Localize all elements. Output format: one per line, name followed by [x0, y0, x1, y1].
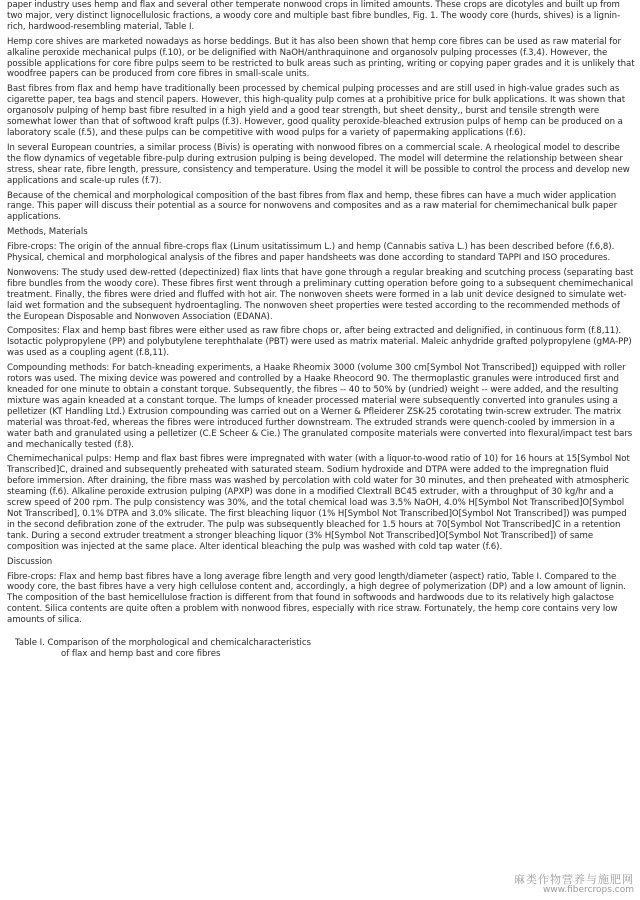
paragraph-chemimechanical-pulps: Chemimechanical pulps: Hemp and flax bast fibres were impregnated with water (with a liquor-to-wood ratio of 10) for 16 hours at 15[Symbol Not Transcribed]C, drained and subsequently preheated with saturated steam. Sodium hydroxide and DTPA were added to the impregnation fluid before immersion. After draining, the fibre mass was washed by percolation with cold water for 30 minutes, and then preheated with atmospheric steaming (f.6). Alkaline peroxide extrusion pulping (APXP) was done in a modified Clextrall BC45 extruder, with a throughput of 30 kg/hr and a screw speed of 200 rpm. The pulp consistency was 30%, and the total chemical load was 3.5% NaOH, 4.0% H[Symbol Not Transcribed]O[Symbol Not Transcribed], 0.1% DTPA and 3.0% silicate. The first bleaching liquor (1% H[Symbol Not Transcribed]O[Symbol Not Transcribed]) was pumped in the second defibration zone of the extruder. The pulp was subsequently bleached for 1.5 hours at 70[Symbol Not Transcribed]C in a retention tank. During a second extruder treatment a stronger bleaching liquor (3% H[Symbol Not Transcribed]O[Symbol Not Transcribed]) of same composition was injected at the same place. Alter identical bleaching the pulp was washed with cold tap water (f.6).	[7, 454, 630, 552]
paragraph-bast-fibres: Bast fibres from flax and hemp have traditionally been processed by chemical pulping processes and are still used in high-value grades such as cigarette paper, tea bags and stencil papers. However, this high-quality pulp comes at a prohibitive price for bulk applications. It was shown that organosolv pulping of hemp bast fibre resulted in a high yield and a good tear strength, but sheet density,, burst and tensile strength were somewhat lower than that of softwood kraft pulps (f.3). However, good quality peroxide-bleached extrusion pulps of hemp can be produced on a laboratory scale (f.5), and these pulps can be competitive with wood pulps for a variety of papermaking applications (f.6).	[7, 84, 626, 138]
paragraph-fibre-crops-discussion: Fibre-crops: Flax and hemp bast fibres have a long average fibre length and very good length/diameter (aspect) ratio, Table I. Compared to the woody core, the bast fibres have a very high cellulose content and, accordingly, a high degree of polymerization (DP) and a low amount of lignin. The composition of the bast hemicellulose fraction is different from that found in softwoods and hardwoods due to its relatively high galactose content. Silica contents are quite often a problem with nonwood fibres, especially with rice straw. Fortunately, the hemp core contains very low amounts of silica.	[7, 571, 626, 626]
paragraph-nonwovens: Nonwovens: The study used dew-retted (depectinized) flax lints that have gone through a regular breaking and scutching process (separating bast fibre bundles from the woody core). These fibres first went through a preliminary cutting operation before going to a subsequent chemimechanical treatment. Finally, the fibres were dried and fluffed with hot air. The nonwoven sheets were formed in a lab unit device designed to simulate wet-laid wet formation and the subsequent hydroentagling. The nonwoven sheet properties were tested according to the recommended methods of the European Disposable and Nonwoven Association (EDANA).	[7, 267, 634, 322]
paragraph-hemp-core: Hemp core shives are marketed nowadays as horse beddings. But it has also been shown that hemp core fibres can be used as raw material for alkaline peroxide mechanical pulps (f.10), or be delignified with NaOH/anthraquinone and organosolv pulping processes (f.3,4). However, the possible applications for core fibre pulps seem to be restricted to bulk areas such as printing, writing or copying paper grades and it is unlikely that woodfree papers can be produced from core fibres in small-scale units.	[7, 36, 635, 80]
table-caption-line-1: Table I. Comparison of the morphological and chemicalcharacteristics	[15, 638, 311, 649]
paragraph-bivis-process: In several European countries, a similar process (Bivis) is operating with nonwood fibres on a commercial scale. A rheological model to describe the flow dynamics of vegetable fibre-pulp during extrusion pulping is being developed. The model will determine the relationship between shear stress, shear rate, fibre length, pressure, consistency and temperature. Using the model it will be possible to control the process and develop new applications and scale-up rules (f.7).	[7, 142, 630, 186]
paragraph-composites: Composites: Flax and hemp bast fibres were either used as raw fibre chops or, after being extracted and delignified, in continuous form (f.8,11). Isotactic polypropylene (PP) and polybutylene terephthalate (PBT) were used as matrix material. Maleic anhydride grafted polypropylene (gMA-PP) was used as a coupling agent (f.8,11).	[7, 326, 632, 359]
paragraph-fibre-crops-methods: Fibre-crops: The origin of the annual fibre-crops flax (Linum usitatissimum L.) and hemp (Cannabis sativa L.) has been described before (f.6,8). Physical, chemical and morphological analysis of the fibres and paper handsheets was done according to standard TAPPI and ISO procedures.	[7, 242, 615, 264]
paragraph-intro-crops: paper industry uses hemp and flax and several other temperate nonwood crops in limited amounts. These crops are dicotyles and built up from two major, very distinct lignocellulosic fractions, a woody core and multiple bast fibre bundles, Fig. 1. The woody core (hurds, shives) is a lignin-rich, hardwood-resembling material, Table I.	[7, 0, 621, 32]
table-caption	[15, 638, 635, 659]
watermark-url: www.fibercrops.com	[543, 885, 634, 895]
watermark-chinese-text: 麻类作物营养与施肥网	[514, 873, 634, 886]
paragraph-compounding-methods: Compounding methods: For batch-kneading experiments, a Haake Rheomix 3000 (volume 300 cm[Symbol Not Transcribed]) equipped with roller rotors was used. The mixing device was powered and controlled by a Haake Rheocord 90. The thermoplastic granules were introduced first and kneaded for one minute to obtain a constant torque. Subsequently, the fibres -- 40 to 50% by (undried) weight -- were added, and the resulting mixture was again kneaded at a constant torque. The lumps of kneader processed material were subsequently converted into granules using a pelletizer (KT Handling Ltd.) Extrusion compounding was carried out on a Werner & Pfleiderer ZSK-25 corotating twin-screw extruder. The matrix material was throat-fed, whereas the fibres were introduced further downstream. The extruded strands were quench-cooled by immersion in a water bath and granulated using a pelletizer (C.E Scheer & Cie.) The granulated composite materials were converted into flexural/impact test bars and mechanically tested (f.8).	[7, 363, 633, 450]
section-heading-discussion: Discussion	[7, 556, 53, 567]
table-caption-line-2: of flax and hemp bast and core fibres	[61, 648, 221, 659]
paper-body	[7, 0, 635, 659]
site-watermark	[514, 874, 634, 896]
paragraph-application-range: Because of the chemical and morphological composition of the bast fibres from flax and hemp, these fibres can have a much wider application range. This paper will discuss their potential as a source for nonwovens and composites and as a raw material for chemimechanical bulk paper applications.	[7, 190, 618, 223]
section-heading-methods: Methods, Materials	[7, 227, 88, 238]
